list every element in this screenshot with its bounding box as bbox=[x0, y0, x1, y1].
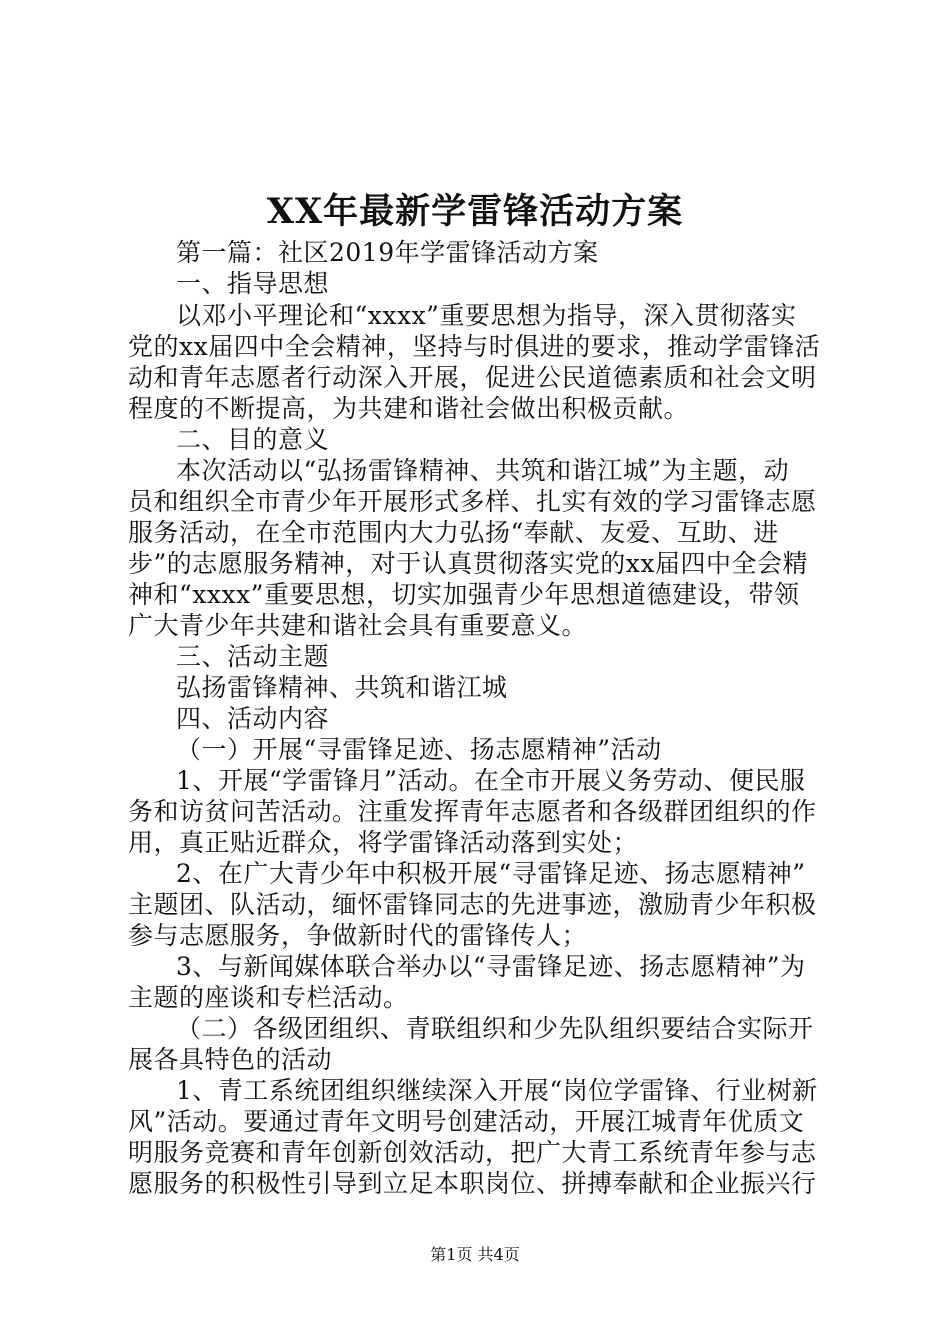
paragraph-line: 程度的不断提高，为共建和谐社会做出积极贡献。 bbox=[128, 394, 690, 423]
paragraph-line: 1、开展“学雷锋月”活动。在全市开展义务劳动、便民服 bbox=[176, 766, 806, 795]
section-heading: 三、活动主题 bbox=[176, 642, 330, 671]
paragraph-line: 弘扬雷锋精神、共筑和谐江城 bbox=[176, 673, 508, 702]
paragraph-line: 党的xx届四中全会精神，坚持与时俱进的要求，推动学雷锋活 bbox=[128, 332, 821, 361]
paragraph-line: 展各具特色的活动 bbox=[128, 1045, 333, 1074]
paragraph-line: 动和青年志愿者行动深入开展，促进公民道德素质和社会文明 bbox=[128, 363, 817, 392]
paragraph-line: 用，真正贴近群众，将学雷锋活动落到实处； bbox=[128, 828, 639, 857]
subsection-heading: （二）各级团组织、青联组织和少先队组织要结合实际开 bbox=[176, 1014, 814, 1043]
subsection-heading: （一）开展“寻雷锋足迹、扬志愿精神”活动 bbox=[176, 735, 662, 764]
paragraph-line: 风”活动。要通过青年文明号创建活动，开展江城青年优质文 bbox=[128, 1107, 805, 1136]
paragraph-line: 主题的座谈和专栏活动。 bbox=[128, 983, 409, 1012]
paragraph-line: 广大青少年共建和谐社会具有重要意义。 bbox=[128, 611, 588, 640]
paragraph-line: 神和“xxxx”重要思想，切实加强青少年思想道德建设，带领 bbox=[128, 580, 800, 609]
document-title: XX年最新学雷锋活动方案 bbox=[266, 191, 684, 232]
paragraph-line: 以邓小平理论和“xxxx”重要思想为指导，深入贯彻落实 bbox=[176, 301, 797, 330]
subtitle-line: 第一篇：社区2019年学雷锋活动方案 bbox=[176, 238, 599, 267]
section-heading: 二、目的意义 bbox=[176, 425, 330, 454]
paragraph-line: 本次活动以“弘扬雷锋精神、共筑和谐江城”为主题，动 bbox=[176, 456, 790, 485]
paragraph-line: 务和访贫问苦活动。注重发挥青年志愿者和各级群团组织的作 bbox=[128, 797, 817, 826]
paragraph-line: 2、在广大青少年中积极开展“寻雷锋足迹、扬志愿精神” bbox=[176, 859, 806, 888]
paragraph-line: 参与志愿服务，争做新时代的雷锋传人； bbox=[128, 921, 588, 950]
paragraph-line: 步”的志愿服务精神，对于认真贯彻落实党的xx届四中全会精 bbox=[128, 549, 808, 578]
page-footer: 第1页 共4页 bbox=[430, 1245, 520, 1264]
paragraph-line: 主题团、队活动，缅怀雷锋同志的先进事迹，激励青少年积极 bbox=[128, 890, 817, 919]
paragraph-line: 服务活动，在全市范围内大力弘扬“奉献、友爱、互助、进 bbox=[128, 518, 779, 547]
section-heading: 一、指导思想 bbox=[176, 269, 330, 298]
paragraph-line: 3、与新闻媒体联合举办以“寻雷锋足迹、扬志愿精神”为 bbox=[176, 952, 806, 981]
paragraph-line: 明服务竞赛和青年创新创效活动，把广大青工系统青年参与志 bbox=[128, 1138, 817, 1167]
section-heading: 四、活动内容 bbox=[176, 704, 330, 733]
paragraph-line: 1、青工系统团组织继续深入开展“岗位学雷锋、行业树新 bbox=[176, 1076, 818, 1105]
paragraph-line: 愿服务的积极性引导到立足本职岗位、拼搏奉献和企业振兴行 bbox=[128, 1169, 817, 1198]
paragraph-line: 员和组织全市青少年开展形式多样、扎实有效的学习雷锋志愿 bbox=[128, 487, 817, 516]
